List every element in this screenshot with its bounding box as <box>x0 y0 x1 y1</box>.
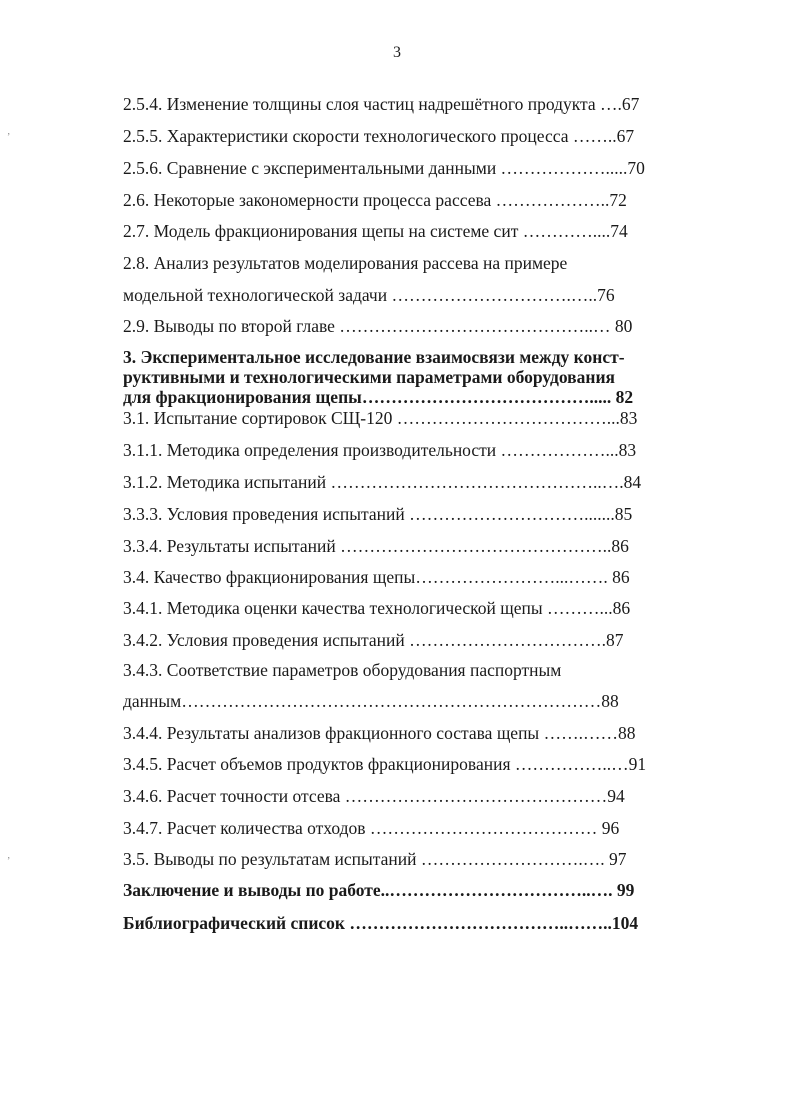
toc-chapter-3-line-1: 3. Экспериментальное исследование взаимосвязи между конст- <box>123 347 625 367</box>
toc-line-2-6: 2.6. Некоторые закономерности процесса рассева ………………..72 <box>123 190 627 210</box>
toc-line-3-4-3: 3.4.3. Соответствие параметров оборудования паспортным <box>123 660 562 680</box>
toc-line-3-1: 3.1. Испытание сортировок СЩ-120 ………………………………...83 <box>123 408 638 428</box>
toc-line-3-4-7: 3.4.7. Расчет количества отходов ………………………………… 96 <box>123 818 620 838</box>
margin-mark: ‚ <box>7 126 11 137</box>
toc-line-3-3-4: 3.3.4. Результаты испытаний ………………………………………..86 <box>123 536 629 556</box>
toc-line-3-4-1: 3.4.1. Методика оценки качества технологической щепы ………...86 <box>123 598 631 618</box>
toc-line-conclusion: Заключение и выводы по работе..……………………………..…. 99 <box>123 880 635 900</box>
toc-line-bibliography: Библиографический список ………………………………..……..104 <box>123 913 639 933</box>
toc-line-3-3-3: 3.3.3. Условия проведения испытаний ………………………….......85 <box>123 504 633 524</box>
toc-chapter-3-line-3: для фракционирования щепы…………………………………..... 82 <box>123 387 634 407</box>
toc-line-2-7: 2.7. Модель фракционирования щепы на системе сит …………....74 <box>123 221 628 241</box>
toc-line-3-4-2: 3.4.2. Условия проведения испытаний …………………………….87 <box>123 630 624 650</box>
toc-line-3-5: 3.5. Выводы по результатам испытаний ……………………….…. 97 <box>123 849 627 869</box>
toc-line-3-4-6: 3.4.6. Расчет точности отсева ………………………………………94 <box>123 786 625 806</box>
toc-chapter-3-line-2: руктивными и технологическими параметрами оборудования <box>123 367 616 387</box>
toc-line-2-8: 2.8. Анализ результатов моделирования рассева на примере <box>123 253 568 273</box>
toc-line-2-8-cont: модельной технологической задачи ………………………….…..76 <box>123 285 615 305</box>
toc-line-2-5-6: 2.5.6. Сравнение с экспериментальными данными ……………….....70 <box>123 158 645 178</box>
page-number: 3 <box>393 44 401 61</box>
toc-line-3-4: 3.4. Качество фракционирования щепы……………………...……. 86 <box>123 567 630 587</box>
toc-line-2-9: 2.9. Выводы по второй главе ……………………………………..… 80 <box>123 316 633 336</box>
toc-line-3-4-5: 3.4.5. Расчет объемов продуктов фракционирования ……………..…91 <box>123 754 647 774</box>
toc-line-2-5-4: 2.5.4. Изменение толщины слоя частиц надрешётного продукта ….67 <box>123 94 640 114</box>
toc-line-3-4-3-cont: данным………………………………………………………………88 <box>123 691 619 711</box>
toc-line-3-1-2: 3.1.2. Методика испытаний ………………………………………..….84 <box>123 472 642 492</box>
toc-line-2-5-5: 2.5.5. Характеристики скорости технологического процесса ……..67 <box>123 126 635 146</box>
toc-line-3-4-4: 3.4.4. Результаты анализов фракционного состава щепы …….……88 <box>123 723 636 743</box>
toc-line-3-1-1: 3.1.1. Методика определения производительности ………………...83 <box>123 440 637 460</box>
margin-mark: ‚ <box>7 850 11 861</box>
